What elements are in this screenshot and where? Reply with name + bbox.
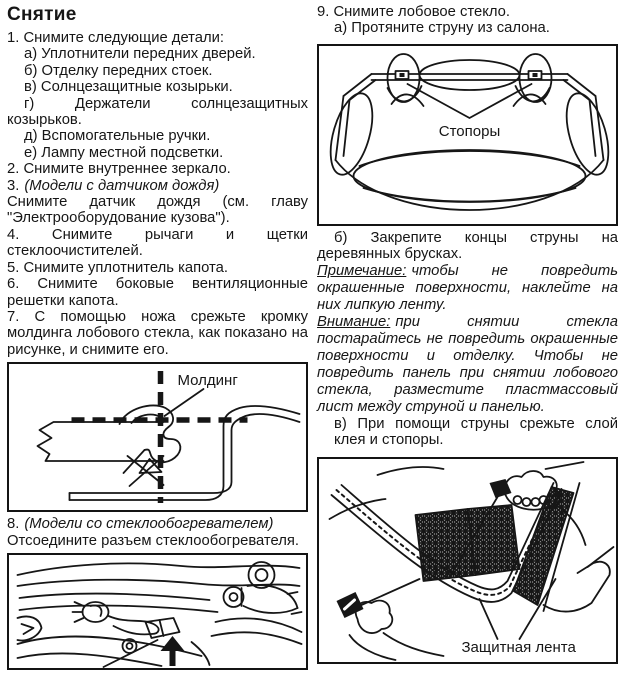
- molding-leader-line: [165, 389, 204, 416]
- step-8-model-note: (Модели со стеклообогревателем): [24, 516, 274, 533]
- warning-label: Внимание:: [317, 313, 391, 330]
- molding-drawing: [9, 364, 306, 510]
- step-8: [7, 516, 308, 532]
- tape-patch: [416, 509, 476, 581]
- step-9: 9. Снимите лобовое стекло.: [317, 4, 510, 20]
- molding-profile: [120, 406, 181, 487]
- molding-cross-section-figure: [7, 362, 308, 512]
- connector-drawing: [9, 555, 306, 668]
- step-2: 2. Снимите внутреннее зеркало.: [7, 161, 231, 178]
- step-7: 7. С помощью ножа срежьте кромку молдинга лобового стекла, как показано на рисунке, и снимите его.: [7, 308, 308, 358]
- stopper-icon: [396, 71, 409, 79]
- up-arrow-icon: [161, 636, 185, 666]
- step-8-text: Отсоедините разъем стеклообогревателя.: [7, 532, 300, 549]
- step-1b: б) Отделку передних стоек.: [24, 62, 213, 79]
- step-3-model-note: (Модели с датчиком дождя): [24, 177, 220, 194]
- windshield-drawing: [319, 46, 616, 224]
- step-8-number: 8.: [7, 516, 20, 533]
- note-text: чтобы не повредить окрашенные поверхности, наклейте на них липкую ленту.: [317, 262, 618, 313]
- stoppers-label: Стопоры: [438, 122, 501, 140]
- string-lower: [362, 579, 420, 605]
- cowl-sketch: [18, 562, 302, 667]
- protective-tape-figure: [317, 457, 618, 664]
- step-1d: д) Вспомогательные ручки.: [24, 128, 211, 145]
- note-label: Примечание:: [317, 262, 407, 279]
- step-4: 4. Снимите рычаги и щетки стеклоочистителей.: [7, 226, 308, 260]
- string-grip-icon: [490, 479, 512, 498]
- step-9b: б) Закрепите концы струны на деревянных брусках.: [317, 229, 618, 263]
- note-paragraph: [317, 263, 618, 314]
- molding-label: Молдинг: [177, 372, 238, 390]
- step-1g: г) Держатели солнцезащитных козырьков.: [7, 95, 308, 129]
- page-title: Снятие: [7, 4, 77, 25]
- left-column: [7, 4, 308, 673]
- step-1v: в) Солнцезащитные козырьки.: [24, 79, 233, 96]
- windshield-outline: [336, 74, 604, 210]
- glass-panel: [38, 422, 164, 461]
- tape-patch: [468, 505, 520, 575]
- step-3: [7, 178, 308, 194]
- warning-text: при снятии стекла постарайтесь не повредить окрашенные поверхности и отделку. Чтобы не повредить панель при снятии лобового стекла, разместите пластмассовый лист между струной и панелью.: [317, 313, 618, 415]
- windshield-stoppers-figure: [317, 44, 618, 226]
- step-5: 5. Снимите уплотнитель капота.: [7, 259, 228, 276]
- step-9a: а) Протяните струну из салона.: [334, 20, 550, 37]
- right-column: [317, 4, 618, 668]
- step-1: 1. Снимите следующие детали:: [7, 30, 225, 46]
- tape-leader-line: [480, 599, 498, 639]
- step-1e: е) Лампу местной подсветки.: [24, 144, 224, 161]
- defogger-connector-figure: [7, 553, 308, 670]
- step-3-text: Снимите датчик дождя (см. главу "Электрооборудование кузова").: [7, 194, 308, 227]
- step-9v: в) При помощи струны срежьте слой клея и стопоры.: [334, 415, 618, 449]
- stopper-icon: [529, 71, 542, 79]
- step-1a: а) Уплотнители передних дверей.: [24, 46, 256, 63]
- tape-cutting-drawing: [319, 459, 616, 662]
- step-3-number: 3.: [7, 177, 20, 194]
- lower-hand: [337, 579, 444, 660]
- step-6: 6. Снимите боковые вентиляционные решетки капота.: [7, 276, 308, 309]
- warning-paragraph: [317, 314, 618, 416]
- protective-tape-label: Защитная лента: [461, 639, 576, 657]
